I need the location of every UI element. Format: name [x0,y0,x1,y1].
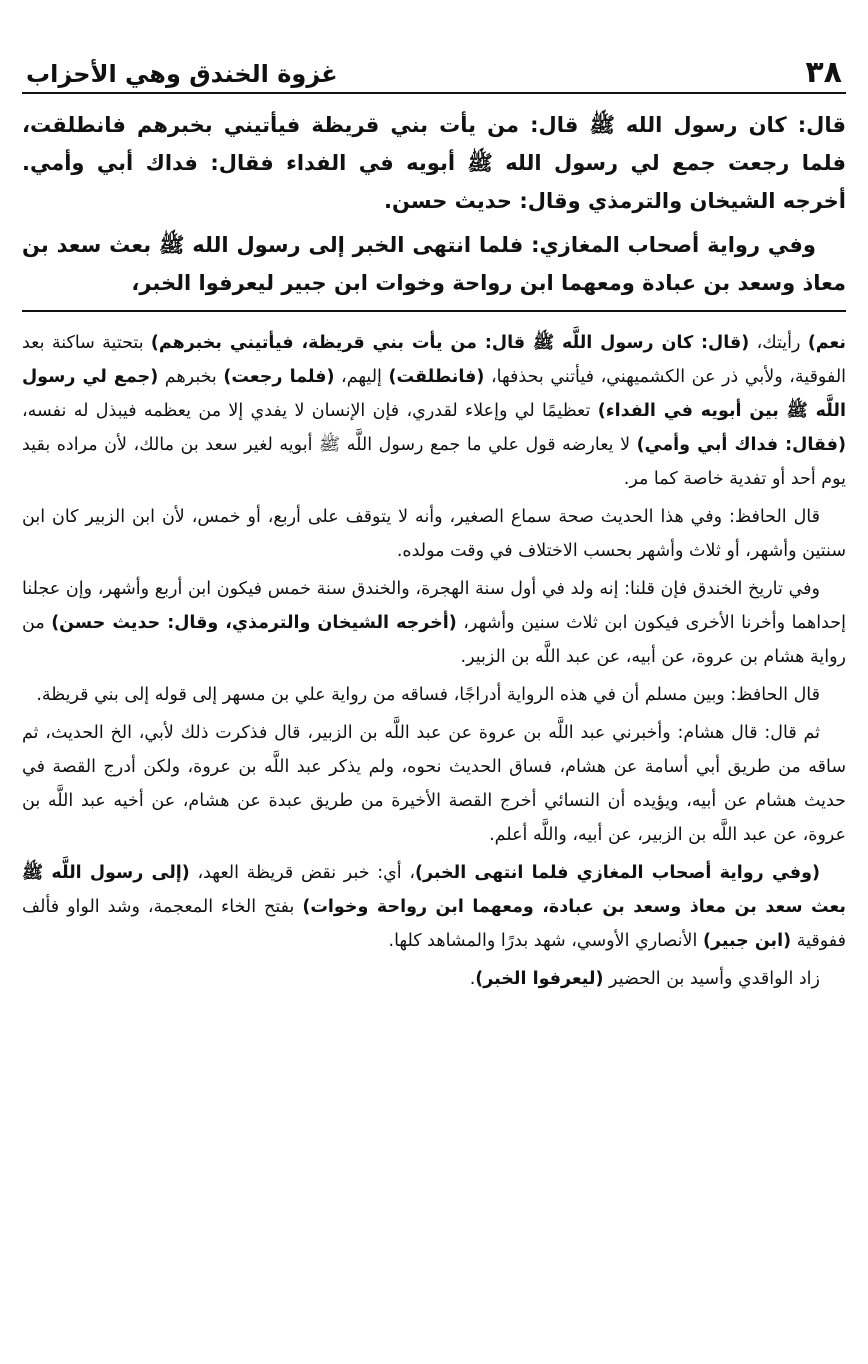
main-text [22,106,846,302]
commentary-divider [22,310,846,312]
commentary-paragraph-7 [22,962,846,996]
commentary-text: من رواية هشام بن عروة، عن أبيه، عن عبد اللَّه بن الزبير. [22,613,846,667]
commentary-text: زاد الواقدي وأسيد بن الحضير [603,969,820,989]
running-title: غزوة الخندق وهي الأحزاب [26,60,338,88]
commentary-bold: (ابن جبير) [702,931,792,951]
main-paragraph-2: وفي رواية أصحاب المغازي: فلما انتهى الخبر إلى رسول الله ﷺ بعث سعد بن معاذ وسعد بن عبادة ومعهما ابن رواحة وخوات ابن جبير ليعرفوا الخبر، [22,233,846,295]
commentary-bold: (جمع لي رسول اللَّه ﷺ بين أبويه في الفداء) [22,367,847,421]
commentary-text: وفي تاريخ الخندق فإن قلنا: إنه ولد في أول سنة الهجرة، والخندق سنة خمس فيكون ابن أربع وأشهر، وإن عجلنا إحداهما وأخرنا الأخرى فيكون ابن ثلاث سنين وأشهر، [22,579,846,633]
commentary-paragraph-1 [22,326,846,496]
commentary-text: بتحتية ساكنة بعد الفوقية، ولأبي ذر عن الكشميهني، فيأتني بحذفها، [22,333,847,387]
commentary-bold: (وفي رواية أصحاب المغازي فلما انتهى الخبر) [414,863,820,883]
commentary-paragraph-4: قال الحافظ: وبين مسلم أن في هذه الرواية أدراجًا، فساقه من رواية علي بن مسهر إلى قوله إلى بني قريظة. [36,685,820,705]
main-paragraph-1: قال: كان رسول الله ﷺ قال: من يأت بني قريظة فيأتيني بخبرهم فانطلقت، فلما رجعت جمع لي رسول الله ﷺ أبويه في الفداء فقال: فداك أبي وأمي. أخرجه الشيخان والترمذي وقال: حديث حسن. [22,113,846,213]
commentary-text: رأيتك، [749,333,808,353]
commentary-text: . [469,969,476,989]
commentary-paragraph-2: قال الحافظ: وفي هذا الحديث صحة سماع الصغير، وأنه لا يتوقف على أربع، أو خمس، لأن ابن الزبير كان ابن سنتين وأشهر، أو ثلاث وأشهر بحسب الاختلاف في وقت مولده. [22,507,846,561]
commentary-bold: (فقال: فداك أبي وأمي) [636,435,846,455]
commentary [22,326,846,996]
commentary-text: لا يعارضه قول علي ما جمع رسول اللَّه ﷺ أبويه لغير سعد بن مالك، لأن مراده بقيد يوم أحد أو تفدية خاصة كما مر. [22,435,846,489]
commentary-bold: (ليعرفوا الخبر) [475,969,604,989]
commentary-bold: (فانطلقت) [388,367,485,387]
commentary-paragraph-6 [22,856,846,958]
commentary-text: تعظيمًا لي وإعلاء لقدري، فإن الإنسان لا يفدي إلا من يعظمه فيبذل له نفسه، [22,401,598,421]
page-number: ٣٨ [805,55,842,90]
commentary-text: إليهم، [334,367,389,387]
commentary-bold: (إلى رسول اللَّه ﷺ بعث سعد بن معاذ وسعد بن عبادة، ومعهما ابن رواحة وخوات) [22,863,847,917]
commentary-bold: (فلما رجعت) [223,367,335,387]
commentary-text: ، أي: خبر نقض قريظة العهد، [189,863,415,883]
commentary-text: الأنصاري الأوسي، شهد بدرًا والمشاهد كلها. [388,931,703,951]
page-header [22,48,846,94]
commentary-paragraph-5: ثم قال: قال هشام: وأخبرني عبد اللَّه بن عروة عن عبد اللَّه بن الزبير، قال فذكرت ذلك لأبي، الخ الحديث، ثم ساقه من طريق أبي أسامة عن هشام، فساق الحديث نحوه، ولم يذكر عبد اللَّه بن عروة، ولكن أدرج القصة في حديث هشام عن أبيه، ويؤيده أن النسائي أخرج القصة الأخيرة من طريق عبدة عن هشام، عن أخيه عبد اللَّه بن عروة، عن عبد اللَّه بن الزبير، عن أبيه، واللَّه أعلم. [22,723,846,845]
commentary-bold: (قال: كان رسول اللَّه ﷺ قال: من يأت بني قريظة، فيأتيني بخبرهم) [150,333,750,353]
commentary-bold: (أخرجه الشيخان والترمذي، وقال: حديث حسن) [51,613,457,633]
commentary-text: بخبرهم [158,367,224,387]
commentary-bold: نعم) [807,333,846,353]
commentary-paragraph-3 [22,572,846,674]
commentary-text: بفتح الخاء المعجمة، وشد الواو فألف ففوقية [22,897,846,951]
